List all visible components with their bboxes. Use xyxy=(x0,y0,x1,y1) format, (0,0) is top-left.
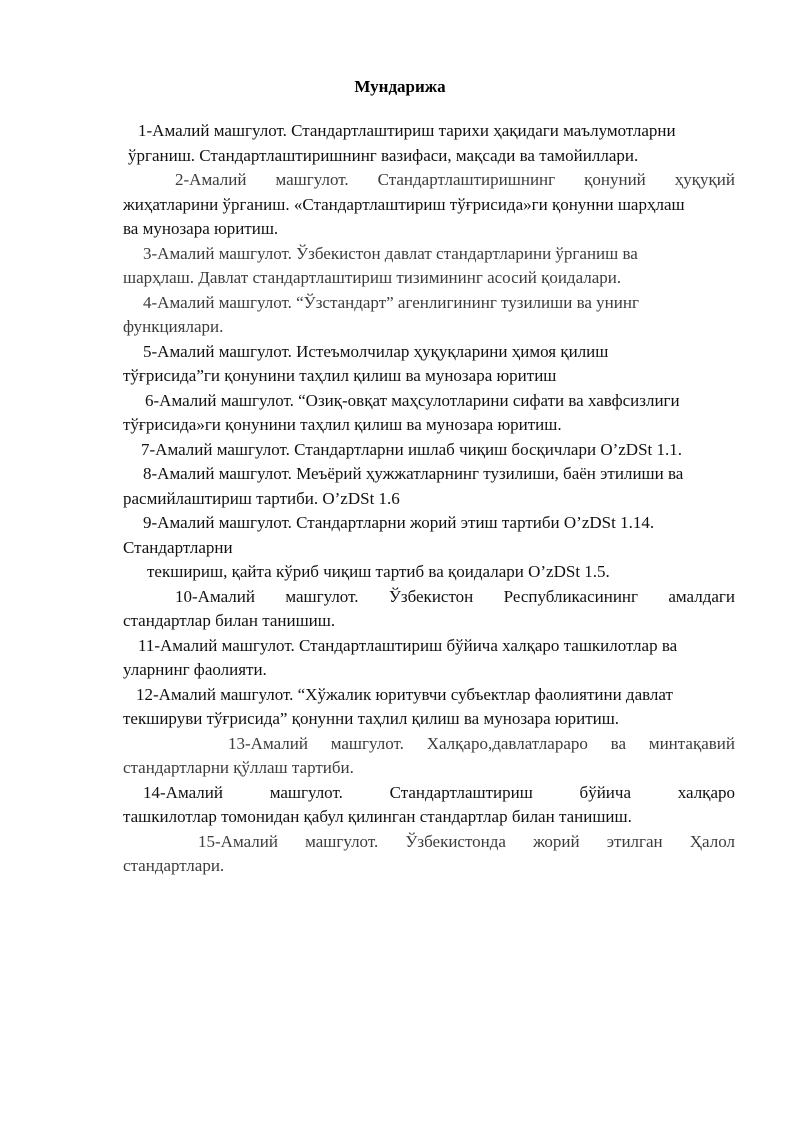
toc-entry-line: стандартлари. xyxy=(123,856,225,875)
toc-entry-3 xyxy=(123,242,735,291)
toc-entry-line: стандартлар билан танишиш. xyxy=(123,611,336,630)
toc-entry-8 xyxy=(123,462,735,511)
toc-entry-9 xyxy=(123,511,735,585)
toc-entry-line: текшируви тўғрисида” қонунни таҳлил қилиш ва мунозара юритиш. xyxy=(123,709,620,728)
toc-entry-line: расмийлаштириш тартиби. O’zDSt 1.6 xyxy=(123,488,400,508)
toc-entry-15 xyxy=(123,830,735,879)
toc-entry-line: 8-Амалий машгулот. Меъёрий ҳужжатларнинг тузилиши, баён этилиши ва xyxy=(143,464,684,483)
table-of-contents xyxy=(123,119,735,879)
toc-entry-line: ва мунозара юритиш. xyxy=(123,219,279,238)
toc-entry-line: жиҳатларини ўрганиш. «Стандартлаштириш тўғрисида»ги қонунни шарҳлаш xyxy=(123,194,685,214)
toc-entry-line: текшириш, қайта кўриб чиқиш тартиб ва қоидалари O’zDSt 1.5. xyxy=(147,562,610,581)
toc-entry-line: 1-Амалий машгулот. Стандартлаштириш тарихи ҳақидаги маълумотларни xyxy=(138,121,676,140)
toc-entry-line: 7-Амалий машгулот. Стандартларни ишлаб чиқиш босқичлари O’zDSt 1.1. xyxy=(141,439,683,459)
toc-entry-12 xyxy=(123,683,735,732)
toc-entry-line: 12-Амалий машгулот. “Хўжалик юритувчи субъектлар фаолиятини давлат xyxy=(136,684,673,704)
toc-entry-line: ташкилотлар томонидан қабул қилинган стандартлар билан танишиш. xyxy=(123,807,632,826)
toc-entry-line: 5-Амалий машгулот. Истеъмолчилар ҳуқуқларини ҳимоя қилиш xyxy=(143,341,609,361)
toc-entry-line: 13-Амалий машгулот. Халқаро,давлатлараро ва минтақавий xyxy=(228,733,735,753)
toc-entry-line: функциялари. xyxy=(123,317,224,336)
toc-entry-7 xyxy=(123,438,735,463)
toc-entry-line: 6-Амалий машгулот. “Озиқ-овқат маҳсулотларини сифати ва хавфсизлиги xyxy=(145,390,680,410)
toc-entry-10 xyxy=(123,585,735,634)
toc-entry-line: Стандартларни xyxy=(123,537,233,557)
toc-entry-11 xyxy=(123,634,735,683)
toc-entry-line: 15-Амалий машгулот. Ўзбекистонда жорий этилган Ҳалол xyxy=(198,831,735,851)
toc-entry-2 xyxy=(123,168,735,242)
toc-entry-1 xyxy=(123,119,735,168)
toc-entry-6 xyxy=(123,389,735,438)
toc-entry-line: тўғрисида»ги қонунини таҳлил қилиш ва мунозара юритиш. xyxy=(123,415,562,434)
toc-entry-line: 10-Амалий машгулот. Ўзбекистон Республикасининг амалдаги xyxy=(175,586,735,606)
toc-entry-14 xyxy=(123,781,735,830)
toc-entry-line: 14-Амалий машгулот. Стандартлаштириш бўйича халқаро xyxy=(143,782,735,802)
toc-entry-line: 3-Амалий машгулот. Ўзбекистон давлат стандартларини ўрганиш ва xyxy=(143,243,638,263)
toc-entry-13 xyxy=(123,732,735,781)
toc-entry-line: 9-Амалий машгулот. Стандартларни жорий этиш тартиби O’zDSt 1.14. xyxy=(143,513,655,532)
toc-entry-line: 4-Амалий машгулот. “Ўзстандарт” агенлигининг тузилиши ва унинг xyxy=(143,292,639,312)
toc-entry-line: шарҳлаш. Давлат стандартлаштириш тизимининг асосий қоидалари. xyxy=(123,268,622,287)
toc-entry-line: стандартларни қўллаш тартиби. xyxy=(123,758,354,777)
toc-entry-4 xyxy=(123,291,735,340)
toc-entry-line: тўғрисида”ги қонунини таҳлил қилиш ва мунозара юритиш xyxy=(123,366,557,385)
page-title: Мундарижа xyxy=(354,77,446,96)
toc-entry-line: 11-Амалий машгулот. Стандартлаштириш бўйича халқаро ташкилотлар ва xyxy=(138,635,678,655)
toc-entry-line: 2-Амалий машгулот. Стандартлаштиришнинг қонуний ҳуқуқий xyxy=(175,170,735,189)
toc-entry-line: уларнинг фаолияти. xyxy=(123,660,267,679)
toc-entry-5 xyxy=(123,340,735,389)
toc-entry-line: ўрганиш. Стандартлаштиришнинг вазифаси, мақсади ва тамойиллари. xyxy=(128,145,639,165)
